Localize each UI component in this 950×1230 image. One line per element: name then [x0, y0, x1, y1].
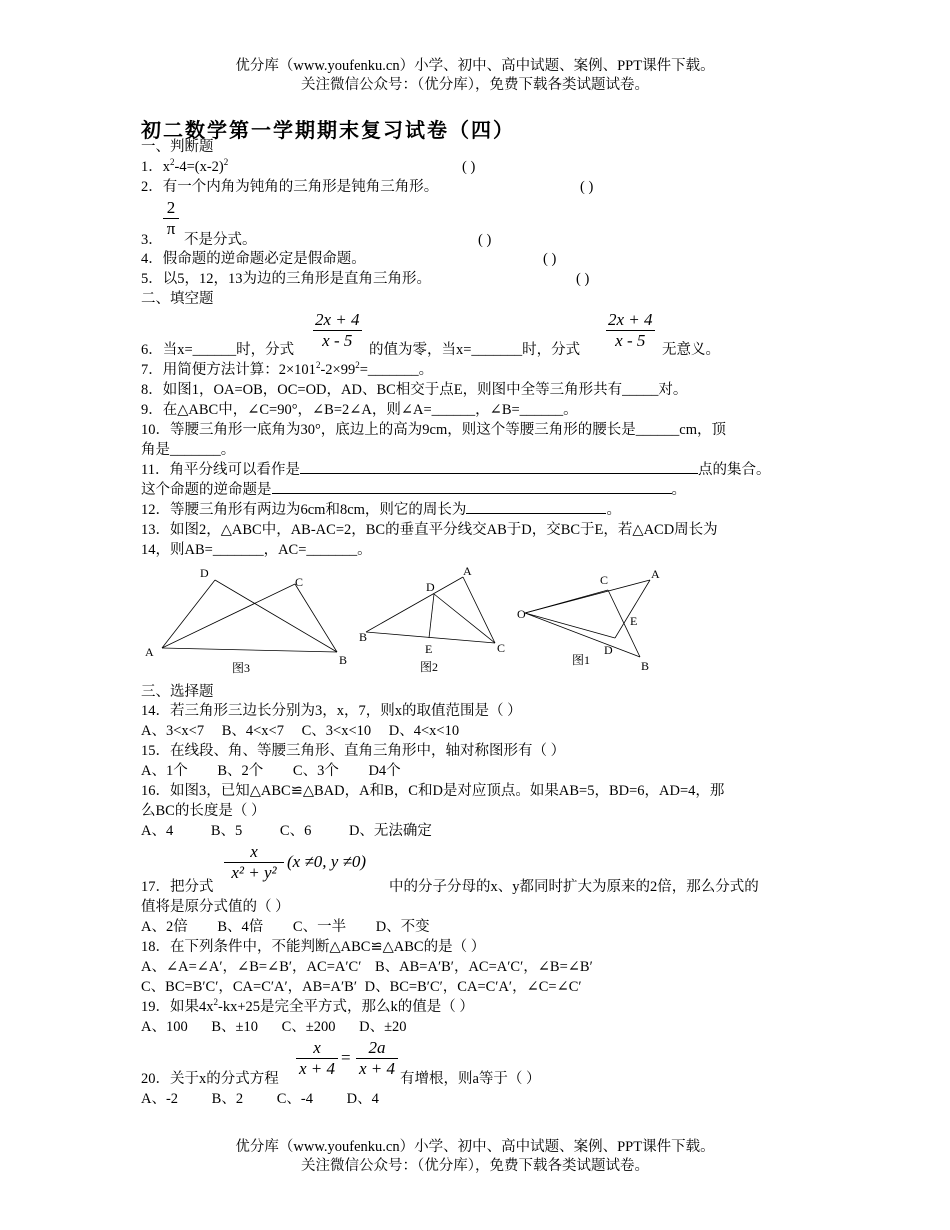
q15-options: A、1个 B、2个 C、3个 D4个: [141, 763, 401, 779]
question-1: [141, 158, 228, 176]
q6-text-c: 无意义。: [662, 342, 720, 358]
fig3-label-C: C: [295, 575, 304, 589]
q5-answer-paren: ( ): [576, 271, 590, 287]
q19-exp: 2: [213, 997, 218, 1007]
footer-line2: 关注微信公众号：（优分库），免费下载各类试题试卷。: [301, 1158, 649, 1174]
question-10-line1: 10．等腰三角形一底角为30°，底边上的高为9cm，则这个等腰三角形的腰长是______cm，顶: [141, 422, 726, 438]
q20-options: A、-2 B、2 C、-4 D、4: [141, 1091, 379, 1107]
question-16-line2: 么BC的长度是（ ）: [141, 803, 266, 819]
question-14: 14．若三角形三边长分别为3，x，7，则x的取值范围是（ ）: [141, 703, 522, 719]
q16-options: A、4 B、5 C、6 D、无法确定: [141, 823, 432, 839]
question-7: [141, 361, 433, 379]
q1-exp1: 2: [170, 157, 175, 167]
fig2-label-C: C: [497, 641, 506, 655]
fig1-label-E: E: [630, 614, 638, 628]
fig3-label-A: A: [145, 645, 154, 659]
footer-line1: 优分库（www.youfenku.cn）小学、初中、高中试题、案例、PPT课件下载。: [235, 1139, 715, 1155]
question-10-line2: 角是_______。: [141, 442, 236, 458]
section3-heading: 三、选择题: [141, 684, 214, 700]
q20-equals: =: [341, 1048, 351, 1067]
q3-prefix: 3．: [141, 232, 163, 248]
q11-text-d: 。: [671, 482, 686, 498]
section2-heading: 二、填空题: [141, 291, 214, 307]
q17-frac-den: x² + y²: [231, 863, 277, 882]
fig3-label-D: D: [200, 566, 209, 580]
q17-text-a: 17．把分式: [141, 879, 214, 895]
q4-answer-paren: ( ): [543, 251, 557, 267]
q7-exp2: 2: [355, 360, 360, 370]
fig2-label-A: A: [463, 564, 472, 578]
question-19: [141, 998, 474, 1016]
fig1-label-C: C: [600, 573, 609, 587]
question-13-line1: 13．如图2，△ABC中，AB-AC=2，BC的垂直平分线交AB于D，交BC于E，若△ACD周长为: [141, 522, 718, 538]
q20-text-a: 20．关于x的分式方程: [141, 1071, 279, 1087]
question-15: 15．在线段、角、等腰三角形、直角三角形中，轴对称图形有（ ）: [141, 743, 566, 759]
header-line2: 关注微信公众号：（优分库），免费下载各类试题试卷。: [301, 77, 649, 93]
q18-options-ab: A、∠A=∠A′，∠B=∠B′，AC=A′C′ B、AB=A′B′，AC=A′C′，∠B=∠B′: [141, 959, 593, 975]
question-5: 5．以5，12，13为边的三角形是直角三角形。: [141, 271, 431, 287]
question-4: 4．假命题的逆命题必定是假命题。: [141, 251, 366, 267]
fig3-caption: 图3: [232, 661, 251, 675]
q7-exp1: 2: [315, 360, 321, 370]
question-11-line2: [141, 481, 686, 499]
q19-text-a: 19．如果4x: [141, 999, 214, 1015]
question-9: 9．在△ABC中，∠C=90°，∠B=2∠A，则∠A=______，∠B=______。: [141, 402, 578, 418]
q11-text-a: 11．角平分线可以看作是: [141, 462, 300, 478]
q6-frac2-den: x - 5: [615, 331, 646, 350]
fig2-label-B: B: [359, 630, 368, 644]
fig1-label-A: A: [651, 567, 660, 581]
question-13-line2: 14，则AB=_______，AC=_______。: [141, 542, 372, 558]
question-2: 2．有一个内角为钝角的三角形是钝角三角形。: [141, 179, 439, 195]
fig1-label-B: B: [641, 659, 650, 673]
q17-text-c: 值将是原分式值的（ ）: [141, 899, 290, 915]
q6-frac1-den: x - 5: [322, 331, 353, 350]
q11-text-b: 点的集合。: [697, 462, 771, 478]
fig1-label-D: D: [604, 643, 613, 657]
q2-answer-paren: ( ): [580, 179, 594, 195]
q3-frac-den: π: [166, 219, 176, 238]
q1-exp2: 2: [223, 157, 229, 167]
q3-fraction: [163, 198, 179, 239]
figure-3: [162, 580, 337, 652]
q17-condition: (x ≠0, y ≠0): [287, 852, 367, 871]
q12-text-b: 。: [606, 502, 621, 518]
q7-text-b: -2×99: [320, 362, 356, 378]
header-line1: 优分库（www.youfenku.cn）小学、初中、高中试题、案例、PPT课件下载。: [235, 58, 715, 74]
q6-frac2-num: 2x + 4: [608, 310, 653, 329]
q3-text: 不是分式。: [184, 232, 257, 248]
q20-frac2-num: 2a: [356, 1038, 398, 1059]
q19-text-b: -kx+25是完全平方式，那么k的值是（ ）: [218, 999, 474, 1015]
geometry-figures: [140, 560, 680, 680]
q20-frac2-den: x + 4: [358, 1059, 396, 1078]
q3-frac-num: 2: [166, 198, 176, 217]
q17-options: A、2倍 B、4倍 C、一半 D、不变: [141, 919, 430, 935]
q6-fraction-1: [313, 310, 362, 351]
q6-frac1-num: 2x + 4: [315, 310, 360, 329]
fig2-caption: 图2: [420, 660, 439, 674]
q20-text-b: 有增根，则a等于（ ）: [400, 1071, 541, 1087]
q20-fraction-1: [296, 1038, 338, 1079]
q20-frac1-num: x: [296, 1038, 338, 1059]
q6-text-a: 6．当x=______时，分式: [141, 342, 295, 358]
fig2-label-E: E: [425, 642, 433, 656]
q20-fraction-2: [356, 1038, 398, 1079]
q14-options: A、3<x<7 B、4<x<7 C、3<x<10 D、4<x<10: [141, 723, 460, 739]
q20-frac1-den: x + 4: [298, 1059, 336, 1078]
question-8: 8．如图1，OA=OB，OC=OD，AD、BC相交于点E，则图中全等三角形共有_____对。: [141, 382, 688, 398]
fig1-label-O: O: [517, 607, 526, 621]
q7-text-a: 7．用简便方法计算：2×101: [141, 362, 316, 378]
q6-fraction-2: [606, 310, 655, 351]
q6-text-b: 的值为零，当x=_______时，分式: [369, 342, 581, 358]
q1-text-b: -4=(x-2): [174, 159, 224, 175]
q19-options: A、100 B、±10 C、±200 D、±20: [141, 1019, 407, 1035]
q12-text-a: 12．等腰三角形有两边为6cm和8cm，则它的周长为: [141, 502, 467, 518]
fig1-caption: 图1: [572, 653, 591, 667]
q17-frac-num: x: [224, 842, 284, 863]
q17-text-b: 中的分子分母的x、y都同时扩大为原来的2倍，那么分式的: [389, 879, 759, 895]
fig2-label-D: D: [426, 580, 435, 594]
fig3-label-B: B: [339, 653, 348, 667]
q17-fraction: [224, 842, 284, 883]
question-12: [141, 501, 621, 519]
page-title: 初二数学第一学期期末复习试卷（四）: [141, 118, 515, 142]
q1-text-a: 1．x: [141, 159, 170, 175]
section1-heading: 一、判断题: [141, 139, 214, 155]
q3-answer-paren: ( ): [478, 232, 492, 248]
q11-text-c: 这个命题的逆命题是: [141, 482, 272, 498]
question-11-line1: [141, 461, 770, 479]
question-18: 18．在下列条件中，不能判断△ABC≌△ABC的是（ ）: [141, 939, 486, 955]
question-16-line1: 16．如图3，已知△ABC≌△BAD，A和B，C和D是对应顶点。如果AB=5，BD=6，AD=4，那: [141, 783, 725, 799]
q7-text-c: =_______。: [359, 362, 434, 378]
q18-options-cd: C、BC=B′C′，CA=C′A′，AB=A′B′ D、BC=B′C′，CA=C′A′，∠C=∠C′: [141, 979, 582, 995]
q1-answer-paren: ( ): [462, 159, 476, 175]
